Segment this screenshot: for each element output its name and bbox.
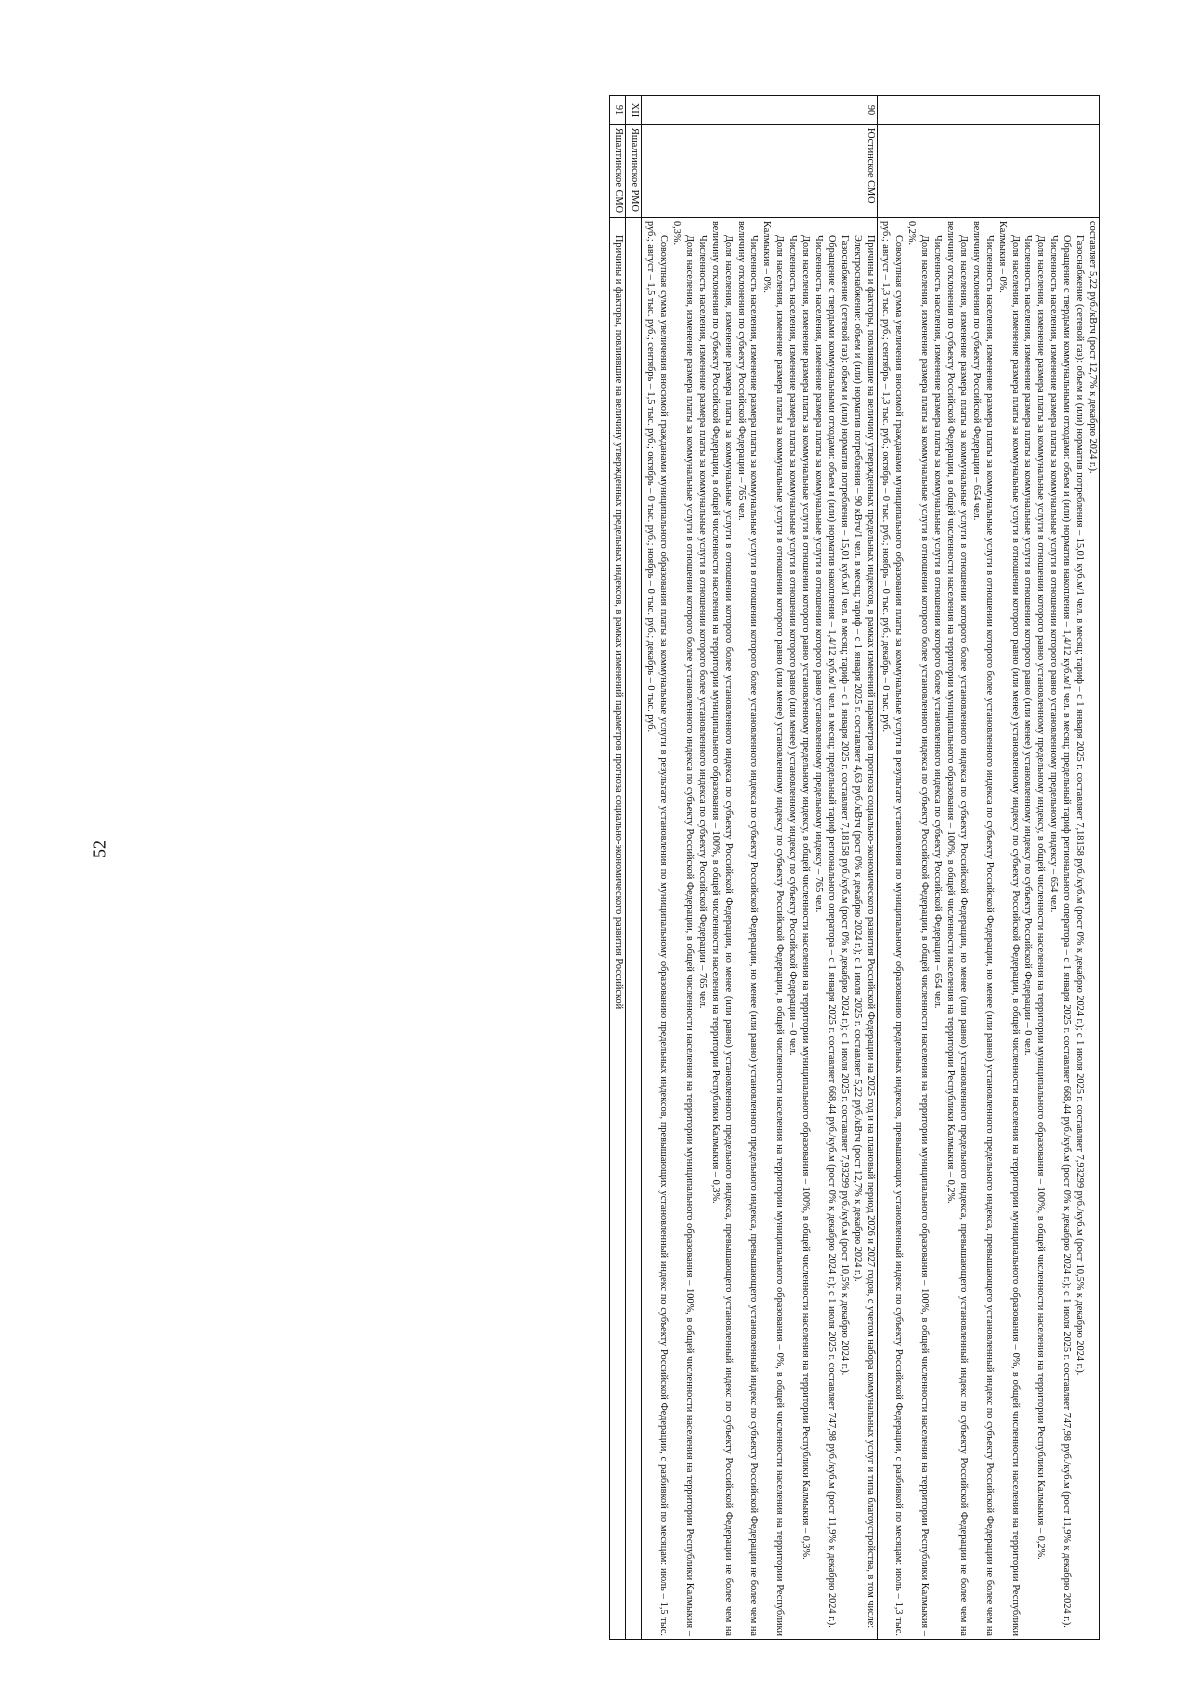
description-paragraph: Электроснабжение: объем и (или) норматив потребления – 90 кВтч/1 чел. в месяц; тариф – с 1 января 2025 г. составляет 4,63 руб./кВтч (рост 0% к декабрю 2024 г.); с 1 июля 2025 г. составляет 5,22 руб./кВтч (рост 12,7% к декабрю 2024 г.).	[851, 235, 863, 1282]
description-paragraph: Доля населения, изменение размера платы за коммунальные услуги в отношении которого более установленного индекса по субъекту Российской Федерации, но менее (или равно) установленного предельного индекса, превышающего установленный индекс по субъекту Российской Федерации не более чем на величину отклонения по субъекту Российской Федерации, в общей численности населения на территории муниципального образования – 100%, в общей численности населения на территории Республики Калмыкия – 0,3%.	[709, 221, 734, 1636]
description-paragraph: Причины и факторы, повлиявшие на величину утвержденных предельных индексов, в рамках изменений параметров прогноза социально-экономического развития Российской	[613, 235, 625, 1010]
description-paragraph: Обращение с твердыми коммунальными отходами: объем и (или) норматив накопления – 1,4/12 куб.м/1 чел. в месяц; предельный тариф регионального оператора – с 1 января 2025 г. составляет 668,44 руб./куб.м (рост 0% к декабрю 2024 г.); с 1 июля 2025 г. составляет 747,98 руб./куб.м (рост 11,9% к декабрю 2024 г.).	[825, 235, 837, 1628]
municipality-name-cell: Яшалтинское РМО	[626, 125, 642, 218]
description-paragraph: Газоснабжение (сетевой газ): объем и (или) норматив потребления – 15,01 куб.м/1 чел. в месяц; тариф – с 1 января 2025 г. составляет 7,18158 руб./куб.м (рост 0% к декабрю 2024 г.); с 1 июля 2025 г. составляет 7,93299 руб./куб.м (рост 10,5% к декабрю 2024 г.).	[838, 235, 850, 1376]
rotated-table-area	[115, 95, 1100, 1640]
description-cell	[642, 218, 877, 1640]
description-paragraph: Совокупная сумма увеличения вносимой гражданами муниципального образования платы за коммунальные услуги в результате установления по муниципальному образованию предельных индексов, превышающих установленный индекс по субъекту Российской Федерации, с разбивкой по месяцам: июль – 1,3 тыс. руб.; август – 1,3 тыс. руб.; сентябрь – 1,3 тыс. руб.; октябрь – 0 тыс. руб.; ноябрь – 0 тыс. руб.; декабрь – 0 тыс. руб.	[880, 221, 905, 1636]
description-paragraph: Доля населения, изменение размера платы за коммунальные услуги в отношении которого равно установленному предельному индексу, в общей численности населения на территории муниципального образования – 100%, в общей численности населения на территории Республики Калмыкия – 0,2%.	[1035, 235, 1047, 1560]
description-paragraph: Доля населения, изменение размера платы за коммунальные услуги в отношении которого равно установленному предельному индексу, в общей численности населения на территории муниципального образования – 100%, в общей численности населения на территории Республики Калмыкия – 0,3%.	[800, 235, 812, 1560]
table-row	[877, 96, 1099, 1640]
description-paragraph: Численность населения, изменение размера платы за коммунальные услуги в отношении которого более установленного индекса по субъекту Российской Федерации, но менее (или равно) установленного предельного индекса, превышающего установленный индекс по субъекту Российской Федерации не более чем на величину отклонения по субъекту Российской Федерации – 765 чел.	[735, 221, 760, 1636]
description-paragraph: Газоснабжение (сетевой газ): объем и (или) норматив потребления – 15,01 куб.м/1 чел. в месяц; тариф – с 1 января 2025 г. составляет 7,18158 руб./куб.м (рост 0% к декабрю 2024 г.); с 1 июля 2025 г. составляет 7,93299 руб./куб.м (рост 10,5% к декабрю 2024 г.).	[1074, 235, 1086, 1376]
description-paragraph: Доля населения, изменение размера платы за коммунальные услуги в отношении которого более установленного индекса по субъекту Российской Федерации, но менее (или равно) установленного предельного индекса, превышающего установленный индекс по субъекту Российской Федерации не более чем на величину отклонения по субъекту Российской Федерации, в общей численности населения на территории муниципального образования – 100%, в общей численности населения на территории Республики Калмыкия – 0,2%.	[945, 221, 969, 1636]
row-number-cell	[877, 96, 1099, 125]
page-number-text: 52	[89, 839, 110, 858]
description-paragraph: Численность населения, изменение размера платы за коммунальные услуги в отношении которого равно (или менее) установленному индексу по субъекту Российской Федерации – 0 чел.	[787, 235, 799, 1056]
description-paragraph: Численность населения, изменение размера платы за коммунальные услуги в отношении которого равно установленному предельному индексу – 654 чел.	[1048, 235, 1060, 913]
description-cell	[610, 218, 626, 1640]
description-paragraph: Доля населения, изменение размера платы за коммунальные услуги в отношении которого более установленного индекса по субъекту Российской Федерации, в общей численности населения на территории муниципального образования – 100%, в общей численности населения на территории Республики Калмыкия – 0,3%.	[671, 221, 695, 1636]
description-paragraph: Доля населения, изменение размера платы за коммунальные услуги в отношении которого равно (или менее) установленному индексу по субъекту Российской Федерации, в общей численности населения на территории муниципального образования – 0%, в общей численности населения на территории Республики Калмыкия – 0%.	[761, 221, 786, 1636]
indices-table	[609, 95, 1100, 1640]
description-paragraph: Численность населения, изменение размера платы за коммунальные услуги в отношении которого более установленного индекса по субъекту Российской Федерации – 654 чел.	[932, 235, 944, 1009]
municipality-name-cell: Юстинское СМО	[642, 125, 877, 218]
description-paragraph: Численность населения, изменение размера платы за коммунальные услуги в отношении которого равно (или менее) установленному индексу по субъекту Российской Федерации – 0 чел.	[1022, 235, 1034, 1056]
row-number-cell: 91	[610, 96, 626, 125]
page-number	[88, 0, 112, 1697]
description-paragraph: Совокупная сумма увеличения вносимой гражданами муниципального образования платы за коммунальные услуги в результате установления по муниципальному образованию предельных индексов, превышающих установленный индекс по субъекту Российской Федерации, с разбивкой по месяцам: июль – 1,5 тыс. руб.; август – 1,5 тыс. руб.; сентябрь – 1,5 тыс. руб.; октябрь – 0 тыс. руб.; ноябрь – 0 тыс. руб.; декабрь – 0 тыс. руб.	[645, 221, 670, 1636]
description-cell	[877, 218, 1099, 1640]
description-cell	[626, 218, 642, 1640]
description-paragraph: составляет 5,22 руб./кВтч (рост 12,7% к декабрю 2024 г.).	[1087, 221, 1098, 474]
description-paragraph: Доля населения, изменение размера платы за коммунальные услуги в отношении которого равно (или менее) установленному индексу по субъекту Российской Федерации, в общей численности населения на территории муниципального образования – 0%, в общей численности населения на территории Республики Калмыкия – 0%.	[996, 221, 1021, 1636]
municipality-name-cell	[877, 125, 1099, 218]
description-paragraph: Обращение с твердыми коммунальными отходами: объем и (или) норматив накопления – 1,4/12 куб.м/1 чел. в месяц; предельный тариф регионального оператора – с 1 января 2025 г. составляет 668,44 руб./куб.м (рост 0% к декабрю 2024 г.); с 1 июля 2025 г. составляет 747,98 руб./куб.м (рост 11,9% к декабрю 2024 г.).	[1061, 235, 1073, 1628]
row-number-cell: XII	[626, 96, 642, 125]
description-paragraph: Численность населения, изменение размера платы за коммунальные услуги в отношении которого равно установленному предельному индексу – 765 чел.	[812, 235, 824, 913]
table-row	[626, 96, 642, 1640]
row-number-cell: 90	[642, 96, 877, 125]
table-body	[610, 96, 1100, 1640]
description-paragraph: Причины и факторы, повлиявшие на величину утвержденных предельных индексов, в рамках изменений параметров прогноза социально-экономического развития Российской Федерации на 2025 год и на плановый период 2026 и 2027 годов, с учетом набора коммунальных услуг и типа благоустройства, в том числе:	[864, 235, 876, 1629]
table-row	[610, 96, 626, 1640]
description-paragraph: Доля населения, изменение размера платы за коммунальные услуги в отношении которого более установленного индекса по субъекту Российской Федерации, в общей численности населения на территории муниципального образования – 100%, в общей численности населения на территории Республики Калмыкия – 0,2%.	[906, 221, 931, 1636]
table-row	[642, 96, 877, 1640]
description-paragraph: Численность населения, изменение размера платы за коммунальные услуги в отношении которого более установленного индекса по субъекту Российской Федерации, но менее (или равно) установленного предельного индекса, превышающего установленный индекс по субъекту Российской Федерации не более чем на величину отклонения по субъекту Российской Федерации – 654 чел.	[970, 221, 995, 1636]
municipality-name-cell: Яшалтинское СМО	[610, 125, 626, 218]
description-paragraph: Численность населения, изменение размера платы за коммунальные услуги в отношении которого более установленного индекса по субъекту Российской Федерации – 765 чел.	[696, 235, 708, 1009]
